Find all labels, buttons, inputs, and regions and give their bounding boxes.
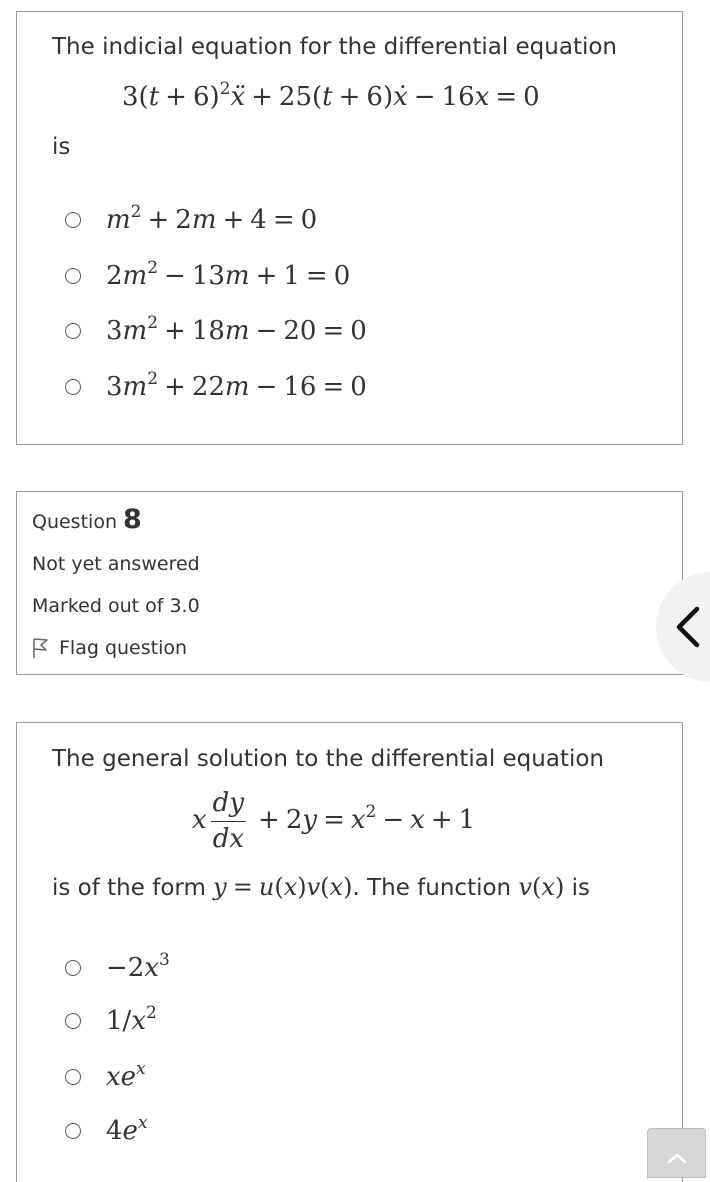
q7-intro-text: The indicial equation for the differential equation	[52, 34, 618, 60]
question-number	[32, 504, 142, 535]
radio-button[interactable]	[65, 1013, 81, 1029]
question-7-card	[16, 11, 683, 445]
flag-question-link[interactable]	[32, 637, 187, 659]
q8-option-2-label: $1/x^2$	[106, 1003, 157, 1036]
radio-button[interactable]	[65, 379, 81, 395]
q7-suffix-text: is	[52, 134, 71, 160]
q8-form-end: is	[571, 875, 590, 901]
q8-form-text	[52, 873, 590, 901]
q7-option-4[interactable]	[65, 369, 367, 405]
q7-option-3[interactable]	[65, 313, 367, 349]
answer-status: Not yet answered	[32, 553, 200, 575]
q8-intro-text: The general solution to the differential equation	[52, 746, 605, 772]
q8-option-1-label: $-2x^3$	[106, 950, 170, 983]
q7-option-3-label: $3m^2 + 18m - 20 = 0$	[106, 313, 367, 346]
q8-option-2[interactable]	[65, 1003, 157, 1039]
flag-icon	[32, 637, 50, 659]
q7-option-1[interactable]	[65, 202, 317, 238]
q8-equation: x $\frac{dy}{dx}$ + $2y = x^2 - x + 1$	[192, 788, 476, 854]
radio-button[interactable]	[65, 323, 81, 339]
q8-form-expr: y = u(x)v(x)	[213, 873, 353, 901]
radio-button[interactable]	[65, 960, 81, 976]
q8-form-func: v(x)	[518, 873, 565, 901]
question-label: Question	[32, 511, 117, 533]
question-8-card	[16, 722, 683, 1182]
q7-equation: $3(t + 6)^2ẍ + 25(t$ + 6)ẋ − 16x = 0	[122, 79, 540, 112]
chevron-up-icon	[666, 1151, 688, 1165]
q8-form-mid: . The function	[352, 875, 512, 901]
q8-option-4-label: $4e^x$	[106, 1113, 148, 1146]
radio-button[interactable]	[65, 268, 81, 284]
radio-button[interactable]	[65, 1069, 81, 1085]
q8-option-3[interactable]	[65, 1059, 146, 1095]
q7-option-2-label: $2m^2 - 13m + 1 = 0$	[106, 258, 351, 291]
q7-option-1-label: $m^2 + 2m + 4 = 0$	[106, 202, 318, 235]
q8-option-1[interactable]	[65, 950, 170, 986]
flag-question-label: Flag question	[59, 637, 188, 659]
q8-option-3-label: $xe^x$	[106, 1059, 146, 1092]
marks-text: Marked out of 3.0	[32, 595, 200, 617]
question-number-value: 8	[123, 504, 142, 535]
q7-option-4-label: $3m^2 + 22m - 16 = 0$	[106, 369, 367, 402]
radio-button[interactable]	[65, 1123, 81, 1139]
chevron-left-icon	[673, 605, 703, 649]
q8-form-prefix: is of the form	[52, 875, 206, 901]
q7-option-2[interactable]	[65, 258, 350, 294]
radio-button[interactable]	[65, 212, 81, 228]
question-8-info	[16, 491, 683, 675]
q8-option-4[interactable]	[65, 1113, 148, 1149]
